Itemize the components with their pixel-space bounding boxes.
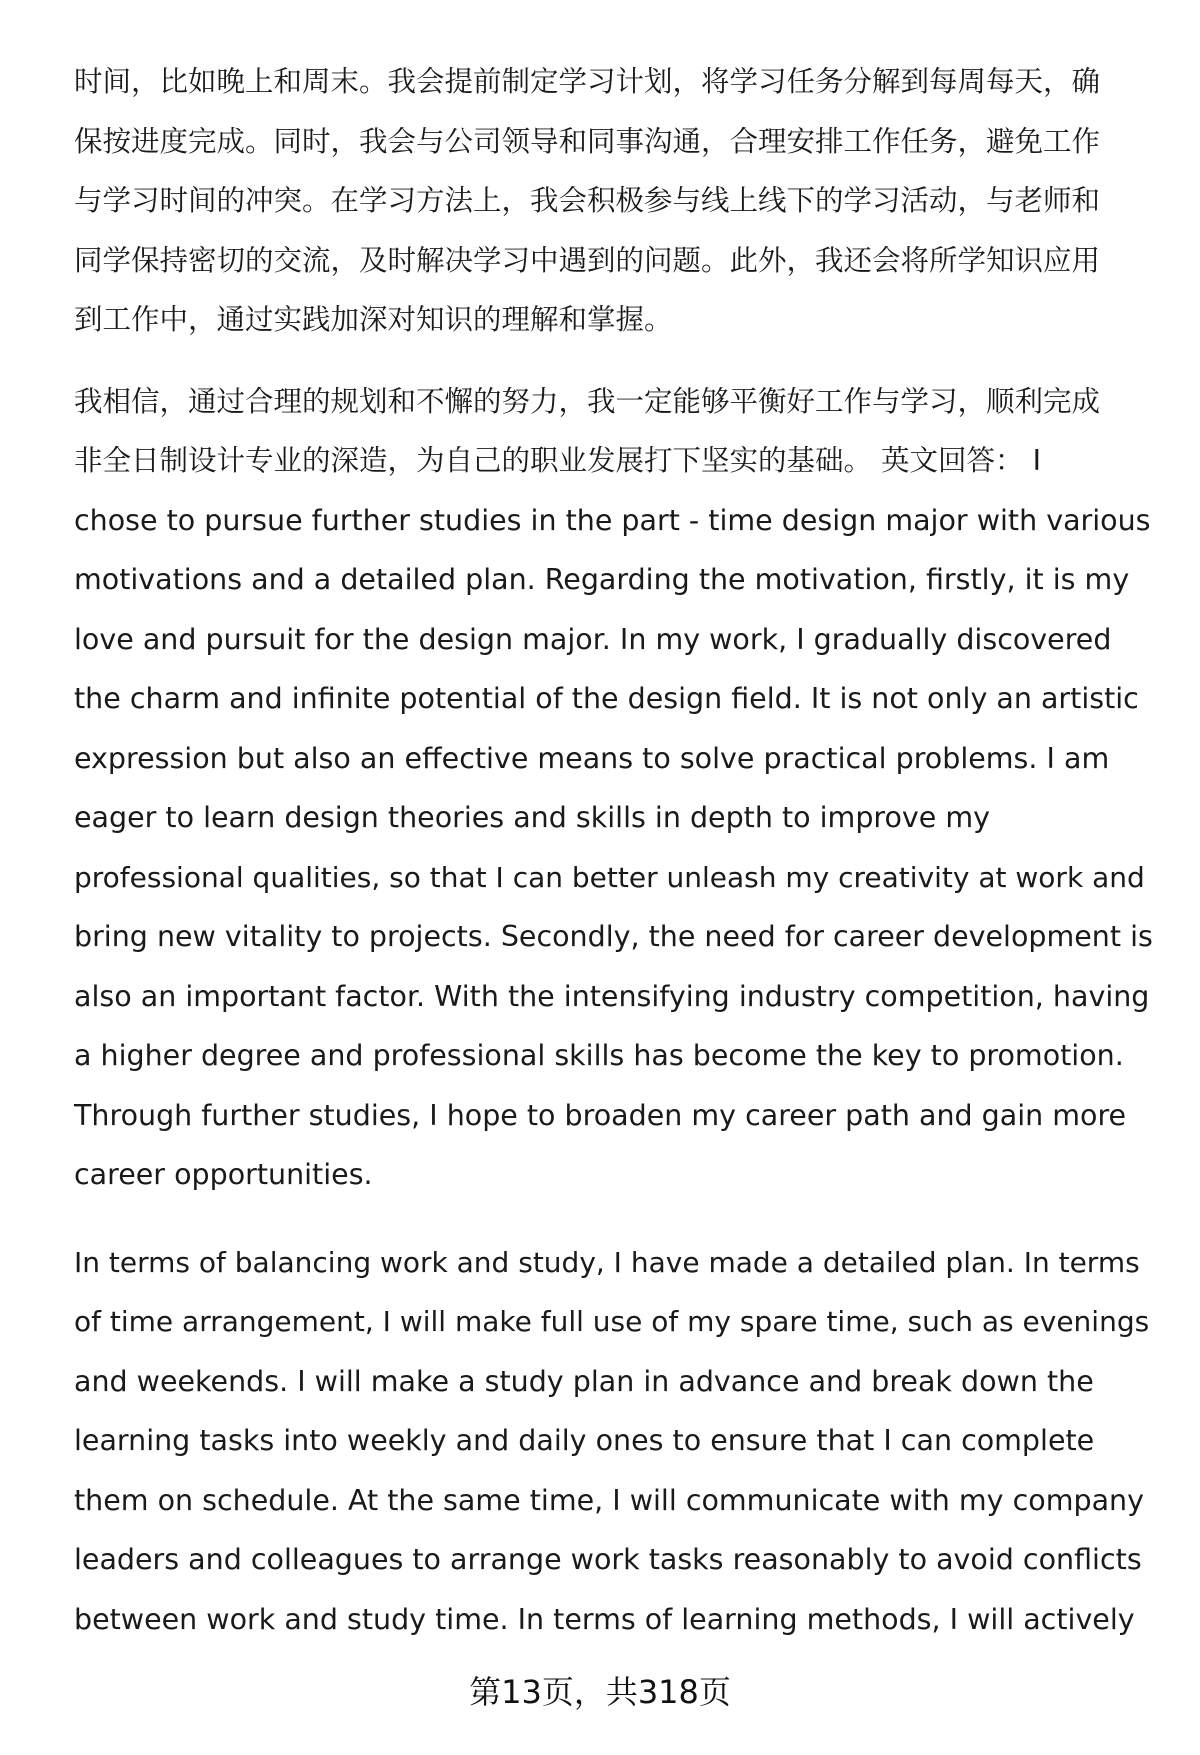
text-line: bring new vitality to projects. Secondly, the need for career development is — [74, 920, 1153, 953]
document-body — [74, 52, 1154, 1649]
paragraph-1 — [74, 52, 1154, 350]
text-line: love and pursuit for the design major. In my work, I gradually discovered — [74, 622, 1112, 656]
text-line: a higher degree and professional skills has become the key to promotion. — [74, 1039, 1124, 1072]
text-line: 我相信，通过合理的规划和不懈的努力，我一定能够平衡好工作与学习，顺利完成 — [74, 384, 1101, 418]
text-line: them on schedule. At the same time, I will communicate with my company — [74, 1483, 1144, 1517]
text-line: 非全日制设计专业的深造，为自己的职业发展打下坚实的基础。 英文回答： I — [74, 444, 1042, 477]
text-line: the charm and infinite potential of the design field. It is not only an artistic — [74, 682, 1139, 715]
text-line: and weekends. I will make a study plan in advance and break down the — [74, 1364, 1094, 1398]
text-line: 同学保持密切的交流，及时解决学习中遇到的问题。此外，我还会将所学知识应用 — [74, 243, 1101, 277]
text-line: Through further studies, I hope to broaden my career path and gain more — [74, 1098, 1127, 1132]
paragraph-3 — [74, 1233, 1154, 1650]
paragraph-2 — [74, 372, 1154, 1205]
text-line: eager to learn design theories and skills in depth to improve my — [74, 801, 991, 834]
text-line: also an important factor. With the intensifying industry competition, having — [74, 979, 1150, 1013]
text-line: 到工作中，通过实践加深对知识的理解和掌握。 — [74, 303, 673, 336]
text-line: career opportunities. — [74, 1158, 373, 1191]
text-line: professional qualities, so that I can better unleash my creativity at work and — [74, 860, 1145, 894]
text-line: In terms of balancing work and study, I have made a detailed plan. In terms — [74, 1245, 1140, 1279]
text-line: learning tasks into weekly and daily ones to ensure that I can complete — [74, 1424, 1095, 1457]
text-line: 与学习时间的冲突。在学习方法上，我会积极参与线上线下的学习活动，与老师和 — [74, 184, 1101, 217]
text-line: chose to pursue further studies in the part - time design major with various — [74, 503, 1151, 537]
text-line: between work and study time. In terms of learning methods, I will actively — [74, 1602, 1135, 1636]
text-line: of time arrangement, I will make full use of my spare time, such as evenings — [74, 1305, 1150, 1338]
page-number: 第13页，共318页 — [469, 1673, 731, 1711]
text-line: 保按进度完成。同时，我会与公司领导和同事沟通，合理安排工作任务，避免工作 — [74, 124, 1101, 158]
text-line: leaders and colleagues to arrange work tasks reasonably to avoid conflicts — [74, 1543, 1142, 1576]
text-line: 时间，比如晚上和周末。我会提前制定学习计划，将学习任务分解到每周每天，确 — [74, 65, 1101, 98]
text-line: motivations and a detailed plan. Regarding the motivation, firstly, it is my — [74, 563, 1130, 596]
text-line: expression but also an effective means to solve practical problems. I am — [74, 741, 1110, 775]
